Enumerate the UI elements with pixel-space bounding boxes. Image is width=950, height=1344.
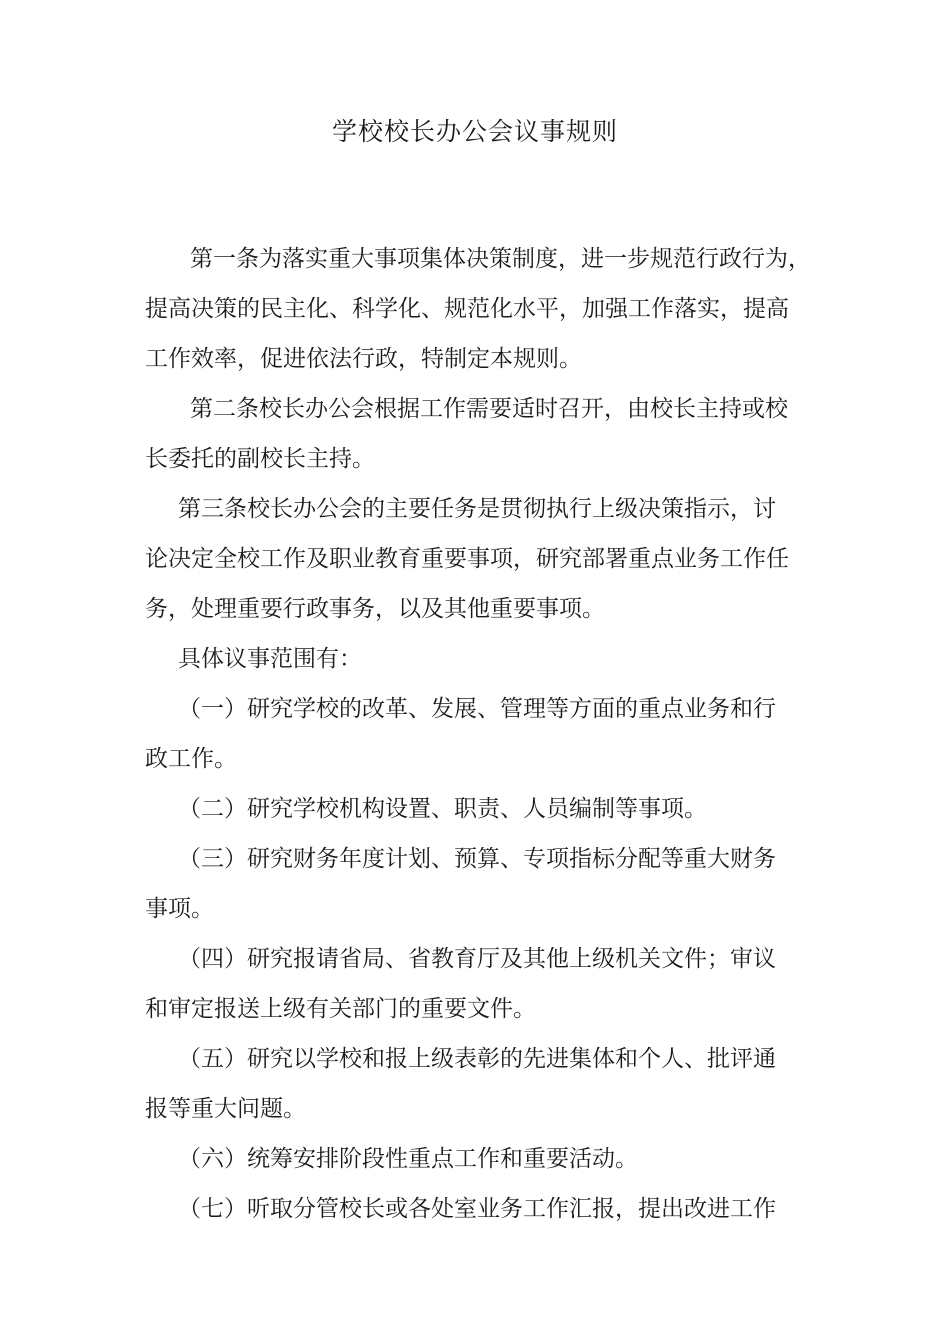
paragraph-line: （六）统筹安排阶段性重点工作和重要活动。 — [178, 1146, 638, 1172]
paragraph-line: 具体议事范围有： — [178, 646, 362, 672]
paragraph-line: 务，处理重要行政事务，以及其他重要事项。 — [145, 596, 605, 622]
paragraph-line: 第一条为落实重大事项集体决策制度，进一步规范行政行为， — [190, 246, 811, 272]
paragraph-line: 报等重大问题。 — [145, 1096, 306, 1122]
paragraph-line: 第二条校长办公会根据工作需要适时召开，由校长主持或校 — [190, 396, 788, 422]
paragraph-line: 论决定全校工作及职业教育重要事项，研究部署重点业务工作任 — [145, 546, 789, 572]
document-title: 学校校长办公会议事规则 — [331, 117, 618, 146]
paragraph-line: 政工作。 — [145, 746, 237, 772]
paragraph-line: （五）研究以学校和报上级表彰的先进集体和个人、批评通 — [178, 1046, 776, 1072]
paragraph-line: （一）研究学校的改革、发展、管理等方面的重点业务和行 — [178, 696, 776, 722]
paragraph-line: （二）研究学校机构设置、职责、人员编制等事项。 — [178, 796, 707, 822]
paragraph-line: 第三条校长办公会的主要任务是贯彻执行上级决策指示，讨 — [178, 496, 776, 522]
paragraph-line: 事项。 — [145, 896, 214, 922]
paragraph-line: （三）研究财务年度计划、预算、专项指标分配等重大财务 — [178, 846, 776, 872]
paragraph-line: 和审定报送上级有关部门的重要文件。 — [145, 996, 536, 1022]
paragraph-line: 工作效率，促进依法行政，特制定本规则。 — [145, 346, 582, 372]
paragraph-line: （四）研究报请省局、省教育厅及其他上级机关文件；审议 — [178, 946, 776, 972]
paragraph-line: 提高决策的民主化、科学化、规范化水平，加强工作落实，提高 — [145, 296, 789, 322]
paragraph-line: 长委托的副校长主持。 — [145, 446, 375, 472]
paragraph-line: （七）听取分管校长或各处室业务工作汇报，提出改进工作 — [178, 1196, 776, 1222]
